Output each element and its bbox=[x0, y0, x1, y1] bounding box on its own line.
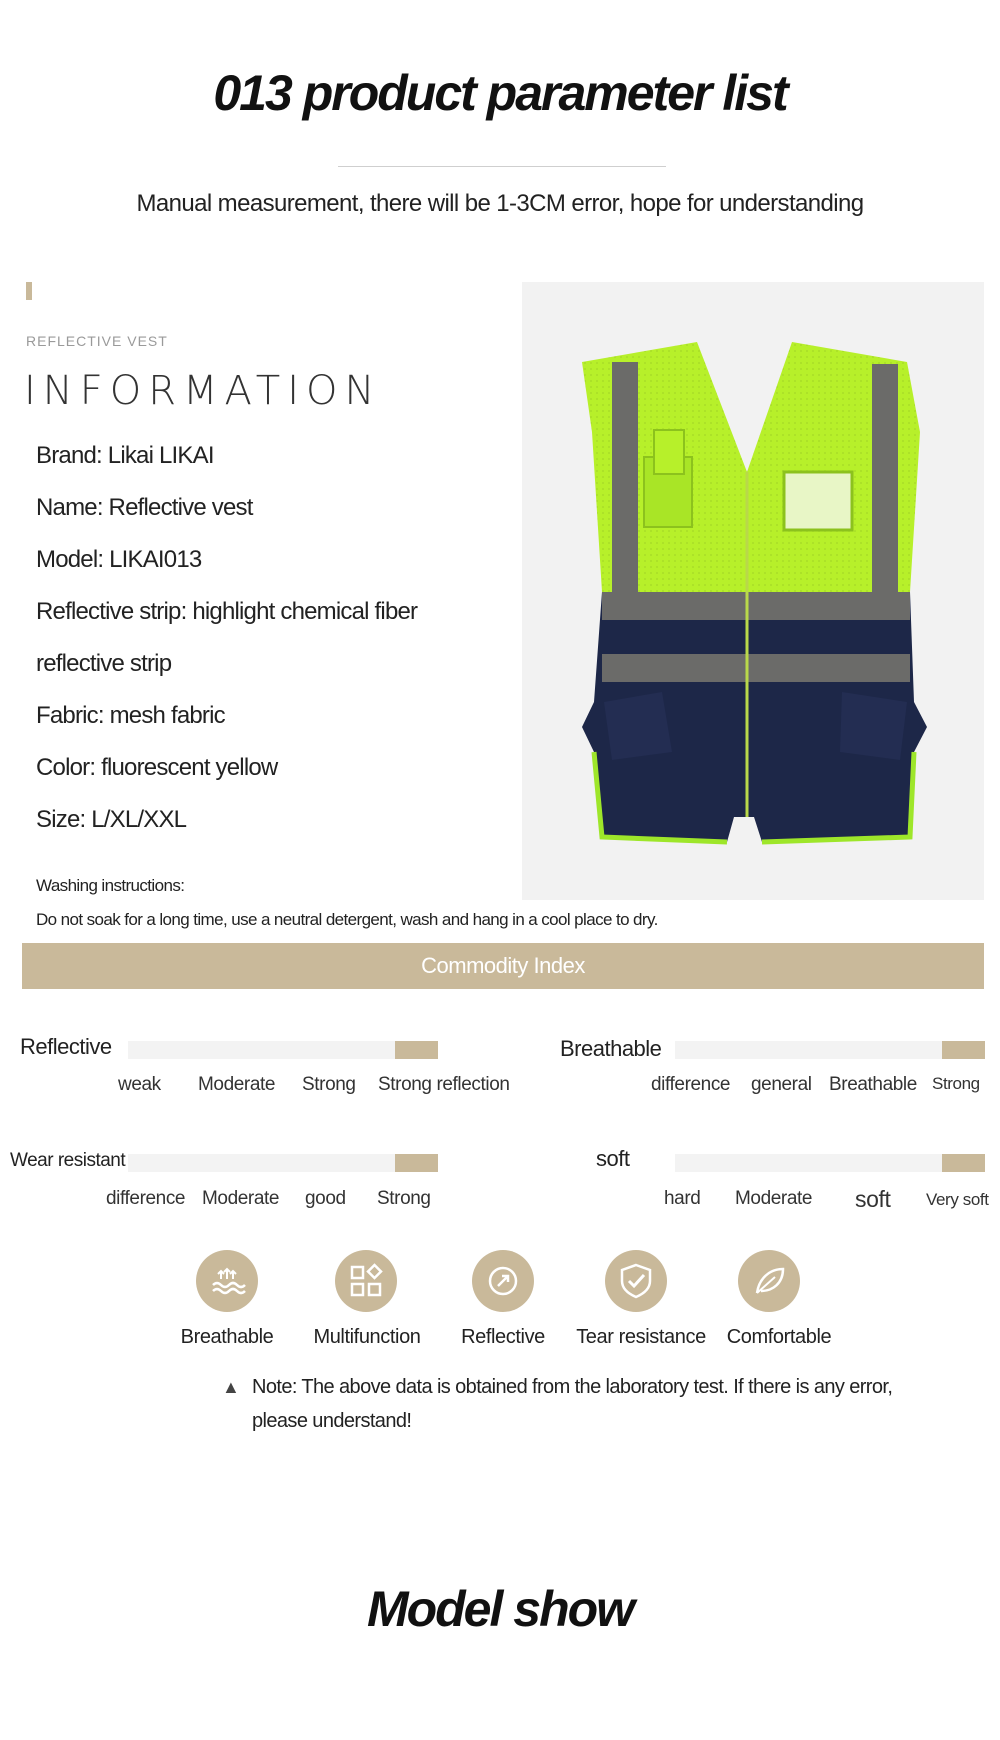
tick-reflective-4: Strong reflection bbox=[378, 1074, 510, 1095]
page-subtitle: Manual measurement, there will be 1-3CM error, hope for understanding bbox=[136, 190, 864, 217]
feature-label-reflective: Reflective bbox=[461, 1326, 545, 1348]
tick-soft-1: hard bbox=[664, 1188, 701, 1209]
metric-label-breathable: Breathable bbox=[560, 1036, 662, 1061]
tick-breathable-1: difference bbox=[651, 1074, 731, 1095]
metric-fill-wear-resistant bbox=[395, 1154, 438, 1172]
tick-soft-4: Very soft bbox=[926, 1190, 989, 1209]
commodity-index-band: Commodity Index bbox=[22, 943, 984, 989]
note-line-1: Note: The above data is obtained from the laboratory test. If there is any error, bbox=[252, 1376, 893, 1398]
metric-label-soft: soft bbox=[596, 1146, 630, 1171]
model-show-title: Model show bbox=[366, 1581, 634, 1637]
washing-text: Do not soak for a long time, use a neutral detergent, wash and hang in a cool place to dry. bbox=[36, 910, 658, 929]
metric-track-wear-resistant bbox=[128, 1154, 438, 1172]
tick-reflective-3: Strong bbox=[302, 1074, 356, 1095]
feature-label-tear-resistance: Tear resistance bbox=[576, 1326, 706, 1348]
feature-label-multifunction: Multifunction bbox=[313, 1326, 421, 1348]
metric-fill-reflective bbox=[395, 1041, 438, 1059]
tick-wear-4: Strong bbox=[377, 1188, 431, 1209]
tick-soft-3: soft bbox=[855, 1186, 891, 1212]
spec-reflective-strip: Reflective strip: highlight chemical fiber bbox=[36, 598, 418, 625]
metric-track-reflective bbox=[128, 1041, 438, 1059]
tick-reflective-2: Moderate bbox=[198, 1074, 276, 1095]
spec-fabric: Fabric: mesh fabric bbox=[36, 702, 225, 729]
section-eyebrow: REFLECTIVE VEST bbox=[26, 333, 168, 349]
metric-track-breathable bbox=[675, 1041, 985, 1059]
spec-brand: Brand: Likai LIKAI bbox=[36, 442, 214, 469]
tick-breathable-2: general bbox=[751, 1074, 812, 1095]
product-photo bbox=[522, 282, 984, 900]
tick-soft-2: Moderate bbox=[735, 1188, 813, 1209]
feature-label-comfortable: Comfortable bbox=[726, 1326, 832, 1348]
spec-model: Model: LIKAI013 bbox=[36, 546, 202, 573]
reflective-icon bbox=[472, 1250, 534, 1312]
metric-label-wear-resistant: Wear resistant bbox=[10, 1150, 126, 1171]
spec-color: Color: fluorescent yellow bbox=[36, 754, 278, 781]
tick-wear-2: Moderate bbox=[202, 1188, 280, 1209]
vest-illustration bbox=[522, 282, 984, 900]
multifunction-icon bbox=[335, 1250, 397, 1312]
feather-icon bbox=[738, 1250, 800, 1312]
tick-wear-3: good bbox=[305, 1188, 346, 1209]
shield-check-icon bbox=[605, 1250, 667, 1312]
spec-size: Size: L/XL/XXL bbox=[36, 806, 187, 833]
breathable-icon bbox=[196, 1250, 258, 1312]
feature-label-breathable: Breathable bbox=[180, 1326, 274, 1348]
washing-title: Washing instructions: bbox=[36, 876, 185, 895]
title-divider bbox=[338, 166, 666, 167]
tick-wear-1: difference bbox=[106, 1188, 186, 1209]
info-heading: INFORMATION bbox=[24, 368, 382, 414]
page-title: 013 product parameter list bbox=[213, 65, 787, 121]
note-line-2: please understand! bbox=[252, 1410, 412, 1432]
metric-fill-breathable bbox=[942, 1041, 985, 1059]
accent-mark bbox=[26, 282, 32, 300]
tick-reflective-1: weak bbox=[118, 1074, 161, 1095]
metric-fill-soft bbox=[942, 1154, 985, 1172]
spec-name: Name: Reflective vest bbox=[36, 494, 253, 521]
metric-label-reflective: Reflective bbox=[20, 1034, 112, 1059]
note-triangle-icon: ▲ bbox=[222, 1377, 240, 1397]
spec-reflective-strip-cont: reflective strip bbox=[36, 650, 172, 677]
metric-track-soft bbox=[675, 1154, 985, 1172]
tick-breathable-4: Strong bbox=[932, 1074, 980, 1093]
tick-breathable-3: Breathable bbox=[829, 1074, 917, 1095]
